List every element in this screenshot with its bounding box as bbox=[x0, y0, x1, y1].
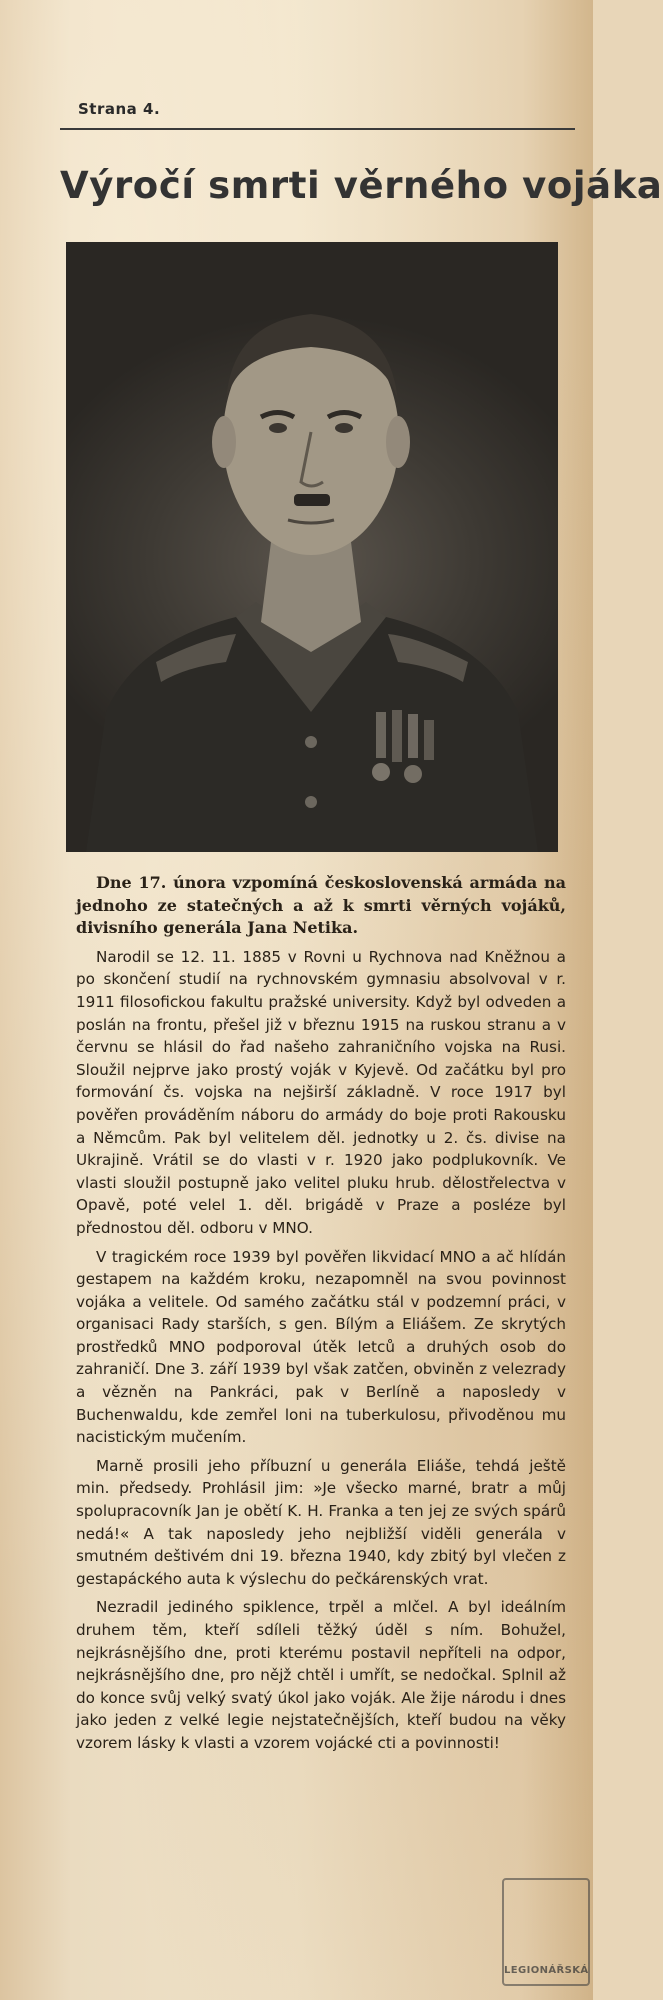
header-rule bbox=[60, 128, 575, 130]
portrait-illustration bbox=[66, 242, 558, 852]
article-headline: Výročí smrti věrného vojáka bbox=[60, 164, 663, 207]
article-paragraph-closing: Nezradil jediného spiklence, trpěl a mlčel. A byl ideálním druhem těm, kteří sdíleli těžký úděl s ním. Bohužel, nejkrásnějšího dne, proti kterému postavil nepříteli na odpor, nejkrásnějšího dne, pro nějž chtěl i umřít, se nedočkal. Splnil až do konce svůj velký svatý úkol jako voják. Ale žije národu i dnes jako jeden z velké legie nejstatečnějších, kteří budou na věky vzorem lásky k vlasti a vzorem vojácké cti a povinnosti! bbox=[76, 1598, 566, 1752]
archive-stamp bbox=[502, 1878, 590, 1986]
article-paragraph-resistance: V tragickém roce 1939 byl pověřen likvidací MNO a ač hlídán gestapem na každém kroku, nezapomněl na svou povinnost vojáka a velitele. Od samého začátku stál v podzemní práci, v organisaci Rady starších, s gen. Bílým a Eliášem. Ze skrytých prostředků MNO podporoval útěk letců a druhých osob do zahraničí. Dne 3. září 1939 byl však zatčen, obviněn z velezrady a vězněn na Pankráci, pak v Berlíně a naposledy v Buchenwaldu, kde zemřel loni na tuberkulosu, přivoděnou mu nacistickým mučením. bbox=[76, 1247, 566, 1447]
portrait-photo bbox=[66, 242, 558, 852]
article-paragraph-relatives: Marně prosili jeho příbuzní u generála Eliáše, tehdá ještě min. předsedy. Prohlásil jim: »Je všecko marné, bratr a můj spolupracovník Jan je obětí K. H. Franka a ten jej ze svých spárů nedá!« A tak naposledy jeho nejbližší viděli generála v smutném deštivém dni 19. března 1940, kdy zbitý byl vlečen z gestapáckého auta k výslechu do pečkárenských vrat. bbox=[76, 1456, 566, 1588]
page-number-label: Strana 4. bbox=[78, 100, 161, 118]
article-paragraph-biography: Narodil se 12. 11. 1885 v Rovni u Rychnova nad Kněžnou a po skončení studií na rychnovském gymnasiu absolvoval v r. 1911 filosofickou fakultu pražské university. Když byl odveden a poslán na frontu, přešel již v březnu 1915 na ruskou stranu a v červnu se hlásil do řad našeho zahraničního vojska na Rusi. Sloužil nejprve jako prostý voják v Kyjevě. Od začátku byl pro formování čs. vojska na nejširší základně. V roce 1917 byl pověřen prováděním náboru do armády do boje proti Rakousku a Němcům. Pak byl velitelem děl. jednotky u 2. čs. divise na Ukrajině. Vrátil se do vlasti v r. 1920 jako podplukovník. Ve vlasti sloužil postupně jako velitel pluku hrub. dělostřelectva v Opavě, poté velel 1. děl. brigádě v Praze a posléze byl přednostou děl. odboru v MNO. bbox=[76, 947, 566, 1237]
article-body bbox=[76, 872, 566, 1761]
stamp-text: LEGIONÁŘSKÁ bbox=[504, 1965, 589, 1976]
article-lead-paragraph: Dne 17. února vzpomíná československá armáda na jednoho ze statečných a až k smrti věrných vojáků, divisního generála Jana Netika. bbox=[76, 873, 566, 938]
